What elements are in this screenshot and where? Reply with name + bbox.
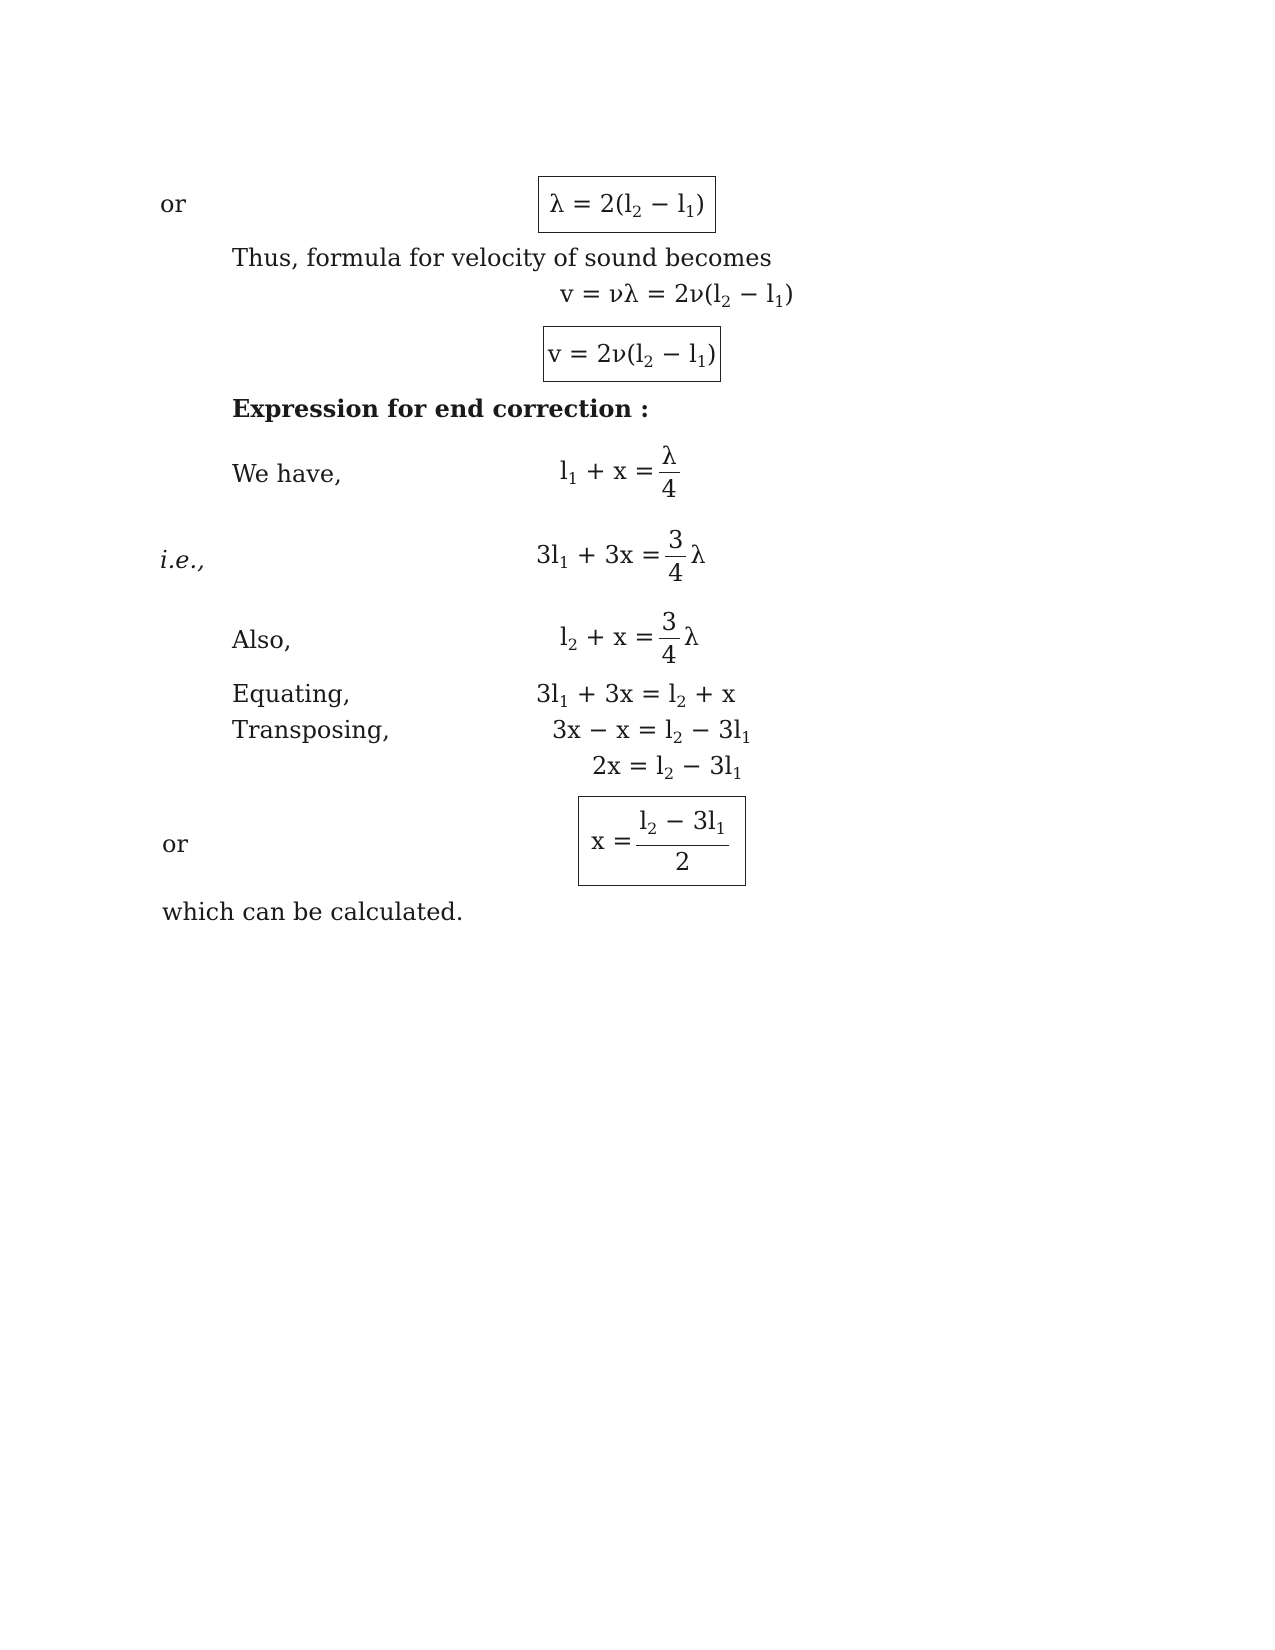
denominator: 4 bbox=[668, 559, 684, 587]
e1-mid: + x = bbox=[577, 457, 655, 485]
numerator bbox=[636, 805, 728, 846]
v1-lhs: v = νλ = 2ν(l bbox=[560, 280, 721, 308]
or-label-1: or bbox=[160, 190, 186, 218]
e5-a: 3x − x = l bbox=[552, 716, 673, 744]
sub: 2 bbox=[643, 352, 654, 371]
sub: 2 bbox=[632, 202, 643, 221]
sub: 1 bbox=[732, 764, 743, 783]
ie-label: i.e., bbox=[160, 546, 205, 574]
velocity-formula-box bbox=[543, 326, 721, 382]
equation-2 bbox=[536, 524, 706, 589]
sub: 1 bbox=[715, 818, 726, 838]
sub: 2 bbox=[672, 728, 683, 747]
lambda-formula-box bbox=[538, 176, 716, 233]
e2-mid: + 3x = bbox=[569, 541, 662, 569]
v2-mid: − l bbox=[653, 340, 697, 368]
transposing-label: Transposing, bbox=[232, 716, 390, 744]
e6-a: 2x = l bbox=[592, 752, 664, 780]
e2-lhs: 3l bbox=[536, 541, 559, 569]
end-correction-formula-box bbox=[578, 796, 746, 886]
sub: 1 bbox=[741, 728, 752, 747]
or-label-2: or bbox=[162, 830, 188, 858]
equating-label: Equating, bbox=[232, 680, 351, 708]
denominator: 2 bbox=[675, 847, 691, 876]
e4-b: + 3x = l bbox=[569, 680, 677, 708]
sub: 2 bbox=[663, 764, 675, 783]
sub: 1 bbox=[558, 553, 570, 572]
num-a: l bbox=[639, 806, 648, 835]
equation-4 bbox=[536, 680, 735, 711]
equation-1 bbox=[560, 440, 684, 505]
we-have-label: We have, bbox=[232, 460, 342, 488]
sub: 1 bbox=[567, 469, 578, 488]
velocity-equation bbox=[560, 280, 794, 311]
v2-lhs: v = 2ν(l bbox=[547, 340, 644, 368]
sub: 2 bbox=[567, 635, 578, 654]
denominator: 4 bbox=[661, 641, 677, 669]
sub: 1 bbox=[685, 202, 696, 221]
e4-a: 3l bbox=[536, 680, 559, 708]
equation-5 bbox=[552, 716, 751, 747]
lambda-mid: − l bbox=[642, 190, 686, 218]
v2-rhs: ) bbox=[706, 340, 717, 368]
numerator: λ bbox=[659, 440, 680, 473]
conclusion-text: which can be calculated. bbox=[162, 898, 464, 926]
sub: 1 bbox=[696, 352, 707, 371]
also-label: Also, bbox=[232, 626, 292, 654]
equation-6 bbox=[592, 752, 743, 783]
v1-mid: − l bbox=[731, 280, 775, 308]
numerator: 3 bbox=[659, 606, 680, 639]
sub: 2 bbox=[676, 692, 687, 711]
fraction bbox=[659, 606, 680, 671]
e3-lhs: l bbox=[560, 623, 568, 651]
fraction bbox=[636, 805, 728, 878]
e7-lhs: x = bbox=[591, 827, 633, 855]
lambda-lhs: λ = 2(l bbox=[549, 190, 633, 218]
e1-lhs: l bbox=[560, 457, 568, 485]
numerator: 3 bbox=[665, 524, 686, 557]
lambda-rhs: ) bbox=[695, 190, 705, 218]
v1-rhs: ) bbox=[784, 280, 794, 308]
num-b: − 3l bbox=[657, 806, 716, 835]
e3-tail: λ bbox=[683, 623, 700, 651]
e4-c: + x bbox=[686, 680, 736, 708]
velocity-sentence: Thus, formula for velocity of sound becomes bbox=[232, 244, 772, 272]
e3-mid: + x = bbox=[577, 623, 655, 651]
e5-b: − 3l bbox=[682, 716, 742, 744]
section-heading: Expression for end correction : bbox=[232, 394, 650, 423]
fraction bbox=[659, 440, 680, 505]
sub: 1 bbox=[774, 292, 785, 311]
equation-3 bbox=[560, 606, 699, 671]
sub: 2 bbox=[721, 292, 732, 311]
sub: 1 bbox=[558, 692, 570, 711]
sub: 2 bbox=[647, 818, 658, 838]
e6-b: − 3l bbox=[674, 752, 733, 780]
fraction bbox=[665, 524, 686, 589]
e2-tail: λ bbox=[690, 541, 706, 569]
denominator: 4 bbox=[661, 475, 677, 503]
